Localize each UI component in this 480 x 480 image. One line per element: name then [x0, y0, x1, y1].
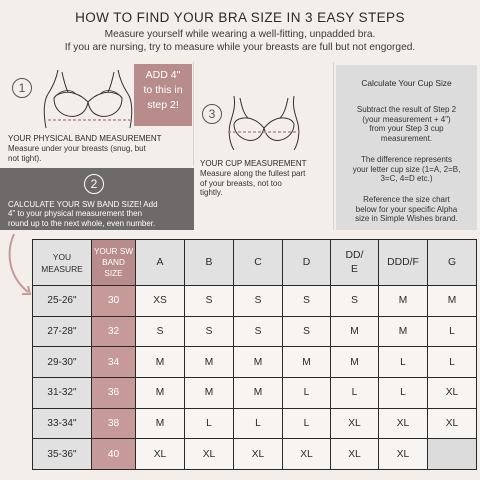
size-chart-table: [32, 239, 477, 470]
instruction-line-1: Measure yourself while wearing a well-fitting, unpadded bra.: [104, 29, 376, 40]
step-1-body: Measure under your breasts (snug, but not tight).: [8, 144, 146, 163]
cup-measure-illustration: [224, 94, 304, 152]
size-cell: S: [185, 286, 234, 317]
header-cup-g: G: [428, 240, 477, 286]
size-cell: M: [379, 286, 428, 317]
table-row: [33, 439, 477, 470]
size-cell: L: [234, 408, 283, 439]
size-cell: S: [185, 316, 234, 347]
table-header-row: [33, 240, 477, 286]
add-4-callout: ADD 4" to this in step 2!: [134, 64, 192, 126]
band-size-cell: 30: [92, 286, 136, 317]
step-3-body: Measure along the fullest part of your breasts, not too tightly.: [200, 169, 306, 197]
measure-cell: 31-32": [33, 377, 92, 408]
page-header: [0, 0, 480, 58]
band-size-cell: 32: [92, 316, 136, 347]
size-cell: M: [331, 347, 379, 378]
size-cell: M: [234, 347, 283, 378]
cup-size-difference-text: The difference represents your letter cup size (1=A, 2=B, 3=C, 4=D etc.): [352, 155, 461, 183]
step-3-heading: YOUR CUP MEASUREMENT: [200, 159, 307, 168]
header-cup-a: A: [136, 240, 185, 286]
size-cell: M: [136, 408, 185, 439]
size-cell: S: [136, 316, 185, 347]
header-you-measure: YOU MEASURE: [33, 240, 92, 286]
size-chart: [32, 239, 476, 470]
table-row: [33, 377, 477, 408]
size-cell: XL: [428, 408, 477, 439]
band-size-cell: 38: [92, 408, 136, 439]
header-cup-d: D: [283, 240, 331, 286]
header-band-size: YOUR SW BAND SIZE: [92, 240, 136, 286]
step-1-number: 1: [12, 78, 32, 98]
size-cell: XS: [136, 286, 185, 317]
size-cell: S: [331, 286, 379, 317]
cup-size-title: Calculate Your Cup Size: [361, 78, 452, 88]
size-cell: XL: [185, 439, 234, 470]
size-cell: M: [428, 286, 477, 317]
measure-cell: 33-34": [33, 408, 92, 439]
size-cell: L: [331, 377, 379, 408]
cup-size-step-text: Subtract the result of Step 2 (your measurement + 4") from your Step 3 cup measurement.: [356, 105, 457, 143]
header-cup-b: B: [185, 240, 234, 286]
size-cell: L: [428, 316, 477, 347]
size-cell: XL: [283, 439, 331, 470]
size-cell: M: [234, 377, 283, 408]
header-cup-c: C: [234, 240, 283, 286]
page-title: HOW TO FIND YOUR BRA SIZE IN 3 EASY STEPS: [75, 10, 405, 25]
size-cell: S: [234, 286, 283, 317]
instruction-line-2: If you are nursing, try to measure while your breasts are full but not engorged.: [64, 42, 416, 53]
size-cell: S: [234, 316, 283, 347]
table-row: [33, 316, 477, 347]
size-cell: L: [428, 347, 477, 378]
band-size-cell: 40: [92, 439, 136, 470]
cup-size-reference-text: Reference the size chart below for your specific Alpha size in Simple Wishes brand.: [355, 195, 458, 223]
step-1-heading: YOUR PHYSICAL BAND MEASUREMENT: [8, 134, 162, 143]
size-cell: XL: [379, 439, 428, 470]
header-cup-ddd-f: DDD/F: [379, 240, 428, 286]
size-cell: XL: [331, 439, 379, 470]
size-cell: XL: [428, 377, 477, 408]
size-cell: M: [379, 316, 428, 347]
size-cell: XL: [331, 408, 379, 439]
size-cell: L: [379, 377, 428, 408]
size-cell: M: [136, 347, 185, 378]
header-cup-dd-e: DD/ E: [331, 240, 379, 286]
size-cell: S: [283, 286, 331, 317]
measure-cell: 27-28": [33, 316, 92, 347]
step-3-panel: [196, 62, 334, 230]
size-cell: S: [283, 316, 331, 347]
size-cell: XL: [136, 439, 185, 470]
cup-size-panel: [336, 65, 477, 230]
band-size-cell: 34: [92, 347, 136, 378]
size-cell: L: [283, 377, 331, 408]
size-chart-body: [33, 286, 477, 470]
table-row: [33, 347, 477, 378]
size-cell: M: [331, 316, 379, 347]
measure-cell: 25-26": [33, 286, 92, 317]
table-row: [33, 286, 477, 317]
band-size-cell: 36: [92, 377, 136, 408]
step-2-heading: CALCULATE YOUR SW BAND SIZE! Add: [8, 200, 158, 209]
size-cell: M: [136, 377, 185, 408]
size-cell: XL: [379, 408, 428, 439]
steps-section: [0, 62, 480, 232]
step-3-number: 3: [202, 104, 222, 124]
step-2-number: 2: [84, 174, 104, 194]
step-2-body: 4" to your physical measurement then round up to the next whole, even number.: [8, 209, 156, 228]
size-cell: XL: [234, 439, 283, 470]
size-cell: M: [185, 377, 234, 408]
measure-cell: 29-30": [33, 347, 92, 378]
size-cell: L: [185, 408, 234, 439]
size-cell: [428, 439, 477, 470]
size-cell: M: [283, 347, 331, 378]
size-cell: L: [283, 408, 331, 439]
step-1-panel: [0, 62, 194, 166]
size-cell: L: [379, 347, 428, 378]
table-row: [33, 408, 477, 439]
measure-cell: 35-36": [33, 439, 92, 470]
band-measure-illustration: [40, 68, 136, 130]
size-cell: M: [185, 347, 234, 378]
step-2-panel: [0, 168, 194, 230]
